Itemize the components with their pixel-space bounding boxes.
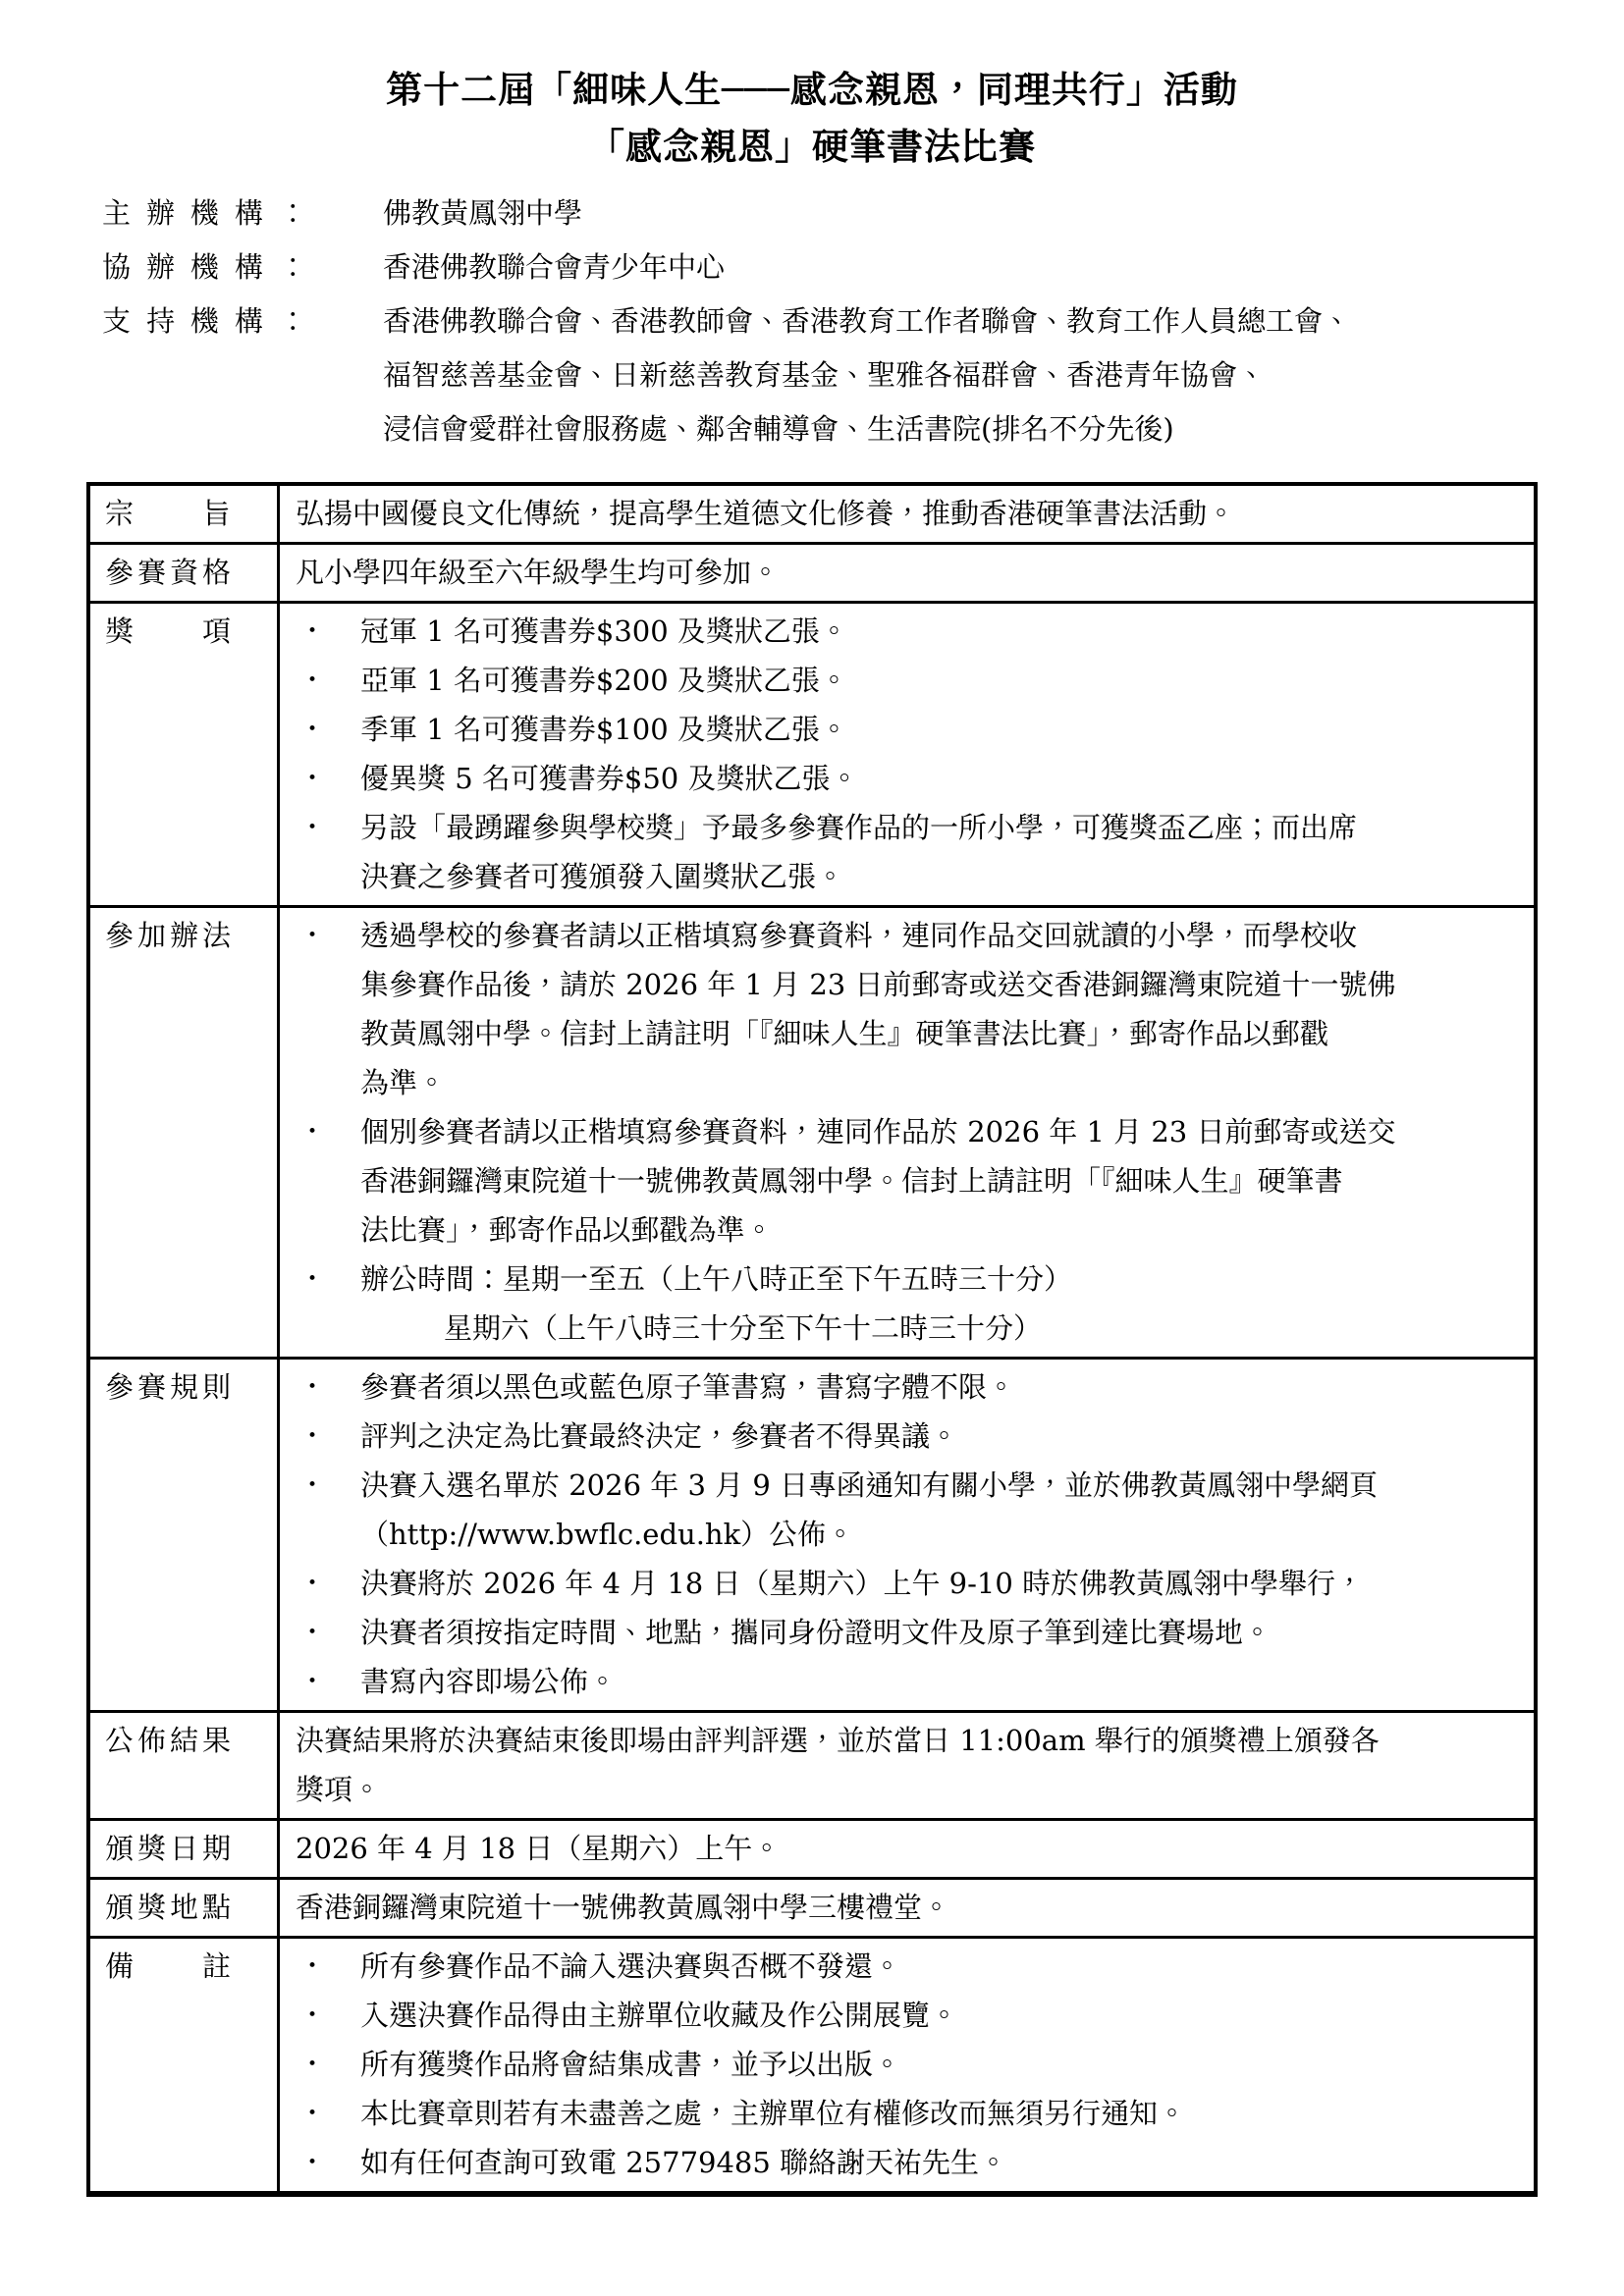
document-title-line-2: 「感念親恩」硬筆書法比賽 xyxy=(588,125,1036,168)
bullet-item-line: 冠軍 1 名可獲書券$300 及獎狀乙張。 xyxy=(360,614,848,648)
row-label-text: 參賽規則 xyxy=(105,1370,231,1404)
bullet-icon: • xyxy=(307,2005,318,2025)
content-line: 香港銅鑼灣東院道十一號佛教黃鳳翎中學三樓禮堂。 xyxy=(296,1891,951,1924)
table-row xyxy=(90,1818,1534,1877)
row-label-text: 獎項 xyxy=(105,614,231,648)
organiser-value xyxy=(383,240,1538,294)
bullet-item-line: 香港銅鑼灣東院道十一號佛教黃鳳翎中學。信封上請註明「『細味人生』硬筆書 xyxy=(360,1164,1343,1198)
bullet-item xyxy=(296,911,1522,1107)
bullet-item-line: 如有任何查詢可致電 25779485 聯絡謝天祐先生。 xyxy=(360,2146,1008,2179)
bullet-item-line: 透過學校的參賽者請以正楷填寫參賽資料，連同作品交回就讀的小學，而學校收 xyxy=(360,919,1358,952)
organiser-label: 支持機構： xyxy=(102,304,323,338)
bullet-item xyxy=(296,1255,1522,1304)
bullet-item xyxy=(296,1559,1522,1608)
content-line: 獎項。 xyxy=(296,1773,382,1806)
row-label-text: 頒獎日期 xyxy=(105,1832,231,1865)
bullet-item xyxy=(296,2089,1522,2138)
organiser-value xyxy=(383,187,1538,240)
bullet-item-line: 決賽將於 2026 年 4 月 18 日（星期六）上午 9-10 時於佛教黃鳳翎中學舉行， xyxy=(360,1567,1365,1600)
bullet-item-line: 入選決賽作品得由主辦單位收藏及作公開展覽。 xyxy=(360,1999,959,2032)
bullet-icon: • xyxy=(307,1426,318,1446)
bullet-item-line: 優異獎 5 名可獲書券$50 及獎狀乙張。 xyxy=(360,762,859,795)
bullet-item xyxy=(296,1942,1522,1991)
table-row xyxy=(90,1877,1534,1936)
bullet-item-line: 本比賽章則若有未盡善之處，主辦單位有權修改而無須另行通知。 xyxy=(360,2097,1187,2130)
bullet-icon: • xyxy=(307,1574,318,1593)
row-content-cell xyxy=(280,1360,1534,1710)
bullet-icon: • xyxy=(307,926,318,945)
bullet-icon: • xyxy=(307,1475,318,1495)
bullet-item-line: 決賽之參賽者可獲頒發入圍獎狀乙張。 xyxy=(360,860,845,893)
row-label-text: 公佈結果 xyxy=(105,1724,231,1757)
bullet-icon: • xyxy=(307,2104,318,2123)
bullet-item-line: 亞軍 1 名可獲書券$200 及獎狀乙張。 xyxy=(360,664,848,697)
row-label-cell xyxy=(90,908,280,1357)
bullet-item-line: 所有參賽作品不論入選決賽與否概不發還。 xyxy=(360,1949,902,1983)
row-label-cell xyxy=(90,1713,280,1818)
organiser-value-line: 香港佛教聯合會青少年中心 xyxy=(383,250,726,284)
table-row xyxy=(90,1357,1534,1710)
bullet-item-line: 評判之決定為比賽最終決定，參賽者不得異議。 xyxy=(360,1419,959,1453)
bullet-icon: • xyxy=(307,769,318,788)
organiser-label: 主辦機構： xyxy=(102,196,323,230)
bullet-item-line: 參賽者須以黑色或藍色原子筆書寫，書寫字體不限。 xyxy=(360,1370,1016,1404)
organiser-row xyxy=(86,294,1538,456)
row-content-cell xyxy=(280,604,1534,905)
row-content-cell xyxy=(280,908,1534,1357)
row-label-cell xyxy=(90,604,280,905)
bullet-item xyxy=(296,2138,1522,2187)
bullet-item xyxy=(296,1657,1522,1706)
bullet-item-line: 所有獲獎作品將會結集成書，並予以出版。 xyxy=(360,2048,902,2081)
organiser-value-line: 浸信會愛群社會服務處、鄰舍輔導會、生活書院(排名不分先後) xyxy=(383,412,1174,446)
bullet-icon: • xyxy=(307,818,318,837)
bullet-item xyxy=(296,1107,1522,1255)
bullet-icon: • xyxy=(307,1623,318,1642)
bullet-icon: • xyxy=(307,1956,318,1976)
row-label-text: 參加辦法 xyxy=(105,919,231,952)
rules-table xyxy=(86,482,1538,2197)
bullet-item xyxy=(296,705,1522,754)
organiser-row xyxy=(86,187,1538,240)
row-label-cell xyxy=(90,1821,280,1877)
bullet-item xyxy=(296,607,1522,656)
bullet-item-line: 為準。 xyxy=(360,1066,447,1099)
table-row xyxy=(90,486,1534,542)
organiser-value-line: 福智慈善基金會、日新慈善教育基金、聖雅各福群會、香港青年協會、 xyxy=(383,358,1267,392)
content-line: 凡小學四年級至六年級學生均可參加。 xyxy=(296,556,781,589)
table-row xyxy=(90,601,1534,905)
bullet-item-line: （http://www.bwflc.edu.hk）公佈。 xyxy=(360,1518,855,1551)
content-line: 決賽結果將於決賽結束後即場由評判評選，並於當日 11:00am 舉行的頒獎禮上頒發各 xyxy=(296,1724,1380,1757)
bullet-icon: • xyxy=(307,670,318,690)
bullet-item xyxy=(296,1412,1522,1461)
row-label-cell xyxy=(90,1880,280,1936)
table-row xyxy=(90,542,1534,601)
bullet-item-line: 教黃鳳翎中學。信封上請註明「『細味人生』硬筆書法比賽」，郵寄作品以郵戳 xyxy=(360,1017,1329,1050)
content-line: 星期六（上午八時三十分至下午十二時三十分） xyxy=(444,1311,1043,1345)
bullet-item-line: 書寫內容即場公佈。 xyxy=(360,1665,618,1698)
row-label-text: 備註 xyxy=(105,1949,231,1983)
bullet-item-line: 集參賽作品後，請於 2026 年 1 月 23 日前郵寄或送交香港銅鑼灣東院道十一號佛 xyxy=(360,968,1396,1001)
row-label-cell xyxy=(90,1360,280,1710)
bullet-item-line: 決賽者須按指定時間、地點，攜同身份證明文件及原子筆到達比賽場地。 xyxy=(360,1616,1272,1649)
row-label-text: 頒獎地點 xyxy=(105,1891,231,1924)
organiser-label: 協辦機構： xyxy=(102,250,323,284)
row-content-cell xyxy=(280,1939,1534,2191)
row-label-cell xyxy=(90,486,280,542)
bullet-item xyxy=(296,656,1522,705)
bullet-item-line: 季軍 1 名可獲書券$100 及獎狀乙張。 xyxy=(360,713,848,746)
organiser-value xyxy=(383,294,1538,456)
bullet-icon: • xyxy=(307,1122,318,1142)
row-content-cell xyxy=(280,1713,1534,1818)
bullet-item xyxy=(296,2040,1522,2089)
bullet-icon: • xyxy=(307,720,318,739)
bullet-item-line: 辦公時間：星期一至五（上午八時正至下午五時三十分） xyxy=(360,1262,1073,1296)
organiser-section xyxy=(86,187,1538,456)
table-row xyxy=(90,1710,1534,1818)
content-line: 2026 年 4 月 18 日（星期六）上午。 xyxy=(296,1832,782,1865)
bullet-item-line: 法比賽」，郵寄作品以郵戳為準。 xyxy=(360,1213,774,1247)
row-content-cell xyxy=(280,486,1534,542)
bullet-icon: • xyxy=(307,621,318,641)
organiser-value-line: 佛教黃鳳翎中學 xyxy=(383,196,583,230)
bullet-icon: • xyxy=(307,1377,318,1397)
organiser-row xyxy=(86,240,1538,294)
bullet-item-line: 決賽入選名單於 2026 年 3 月 9 日專函通知有關小學，並於佛教黃鳳翎中學網頁 xyxy=(360,1468,1379,1502)
row-content-cell xyxy=(280,1880,1534,1936)
bullet-icon: • xyxy=(307,1269,318,1289)
bullet-item-line: 個別參賽者請以正楷填寫參賽資料，連同作品於 2026 年 1 月 23 日前郵寄或送交 xyxy=(360,1115,1396,1148)
bullet-item xyxy=(296,1362,1522,1412)
document-title-line-1: 第十二屆「細味人生───感念親恩，同理共行」活動 xyxy=(386,68,1238,111)
row-content-cell xyxy=(280,545,1534,601)
content-line: 弘揚中國優良文化傳統，提高學生道德文化修養，推動香港硬筆書法活動。 xyxy=(296,497,1236,530)
bullet-item xyxy=(296,803,1522,901)
row-label-text: 宗旨 xyxy=(105,497,231,530)
bullet-icon: • xyxy=(307,2153,318,2172)
row-label-text: 參賽資格 xyxy=(105,556,231,589)
row-label-cell xyxy=(90,1939,280,2191)
row-label-cell xyxy=(90,545,280,601)
bullet-item xyxy=(296,1991,1522,2040)
row-content-cell xyxy=(280,1821,1534,1877)
bullet-item xyxy=(296,754,1522,803)
bullet-icon: • xyxy=(307,2055,318,2074)
bullet-icon: • xyxy=(307,1672,318,1691)
table-row xyxy=(90,905,1534,1357)
organiser-value-line: 香港佛教聯合會、香港教師會、香港教育工作者聯會、教育工作人員總工會、 xyxy=(383,304,1352,338)
bullet-item xyxy=(296,1461,1522,1559)
bullet-item-line: 另設「最踴躍參與學校獎」予最多參賽作品的一所小學，可獲獎盃乙座；而出席 xyxy=(360,811,1358,844)
table-row xyxy=(90,1936,1534,2191)
bullet-item xyxy=(296,1608,1522,1657)
